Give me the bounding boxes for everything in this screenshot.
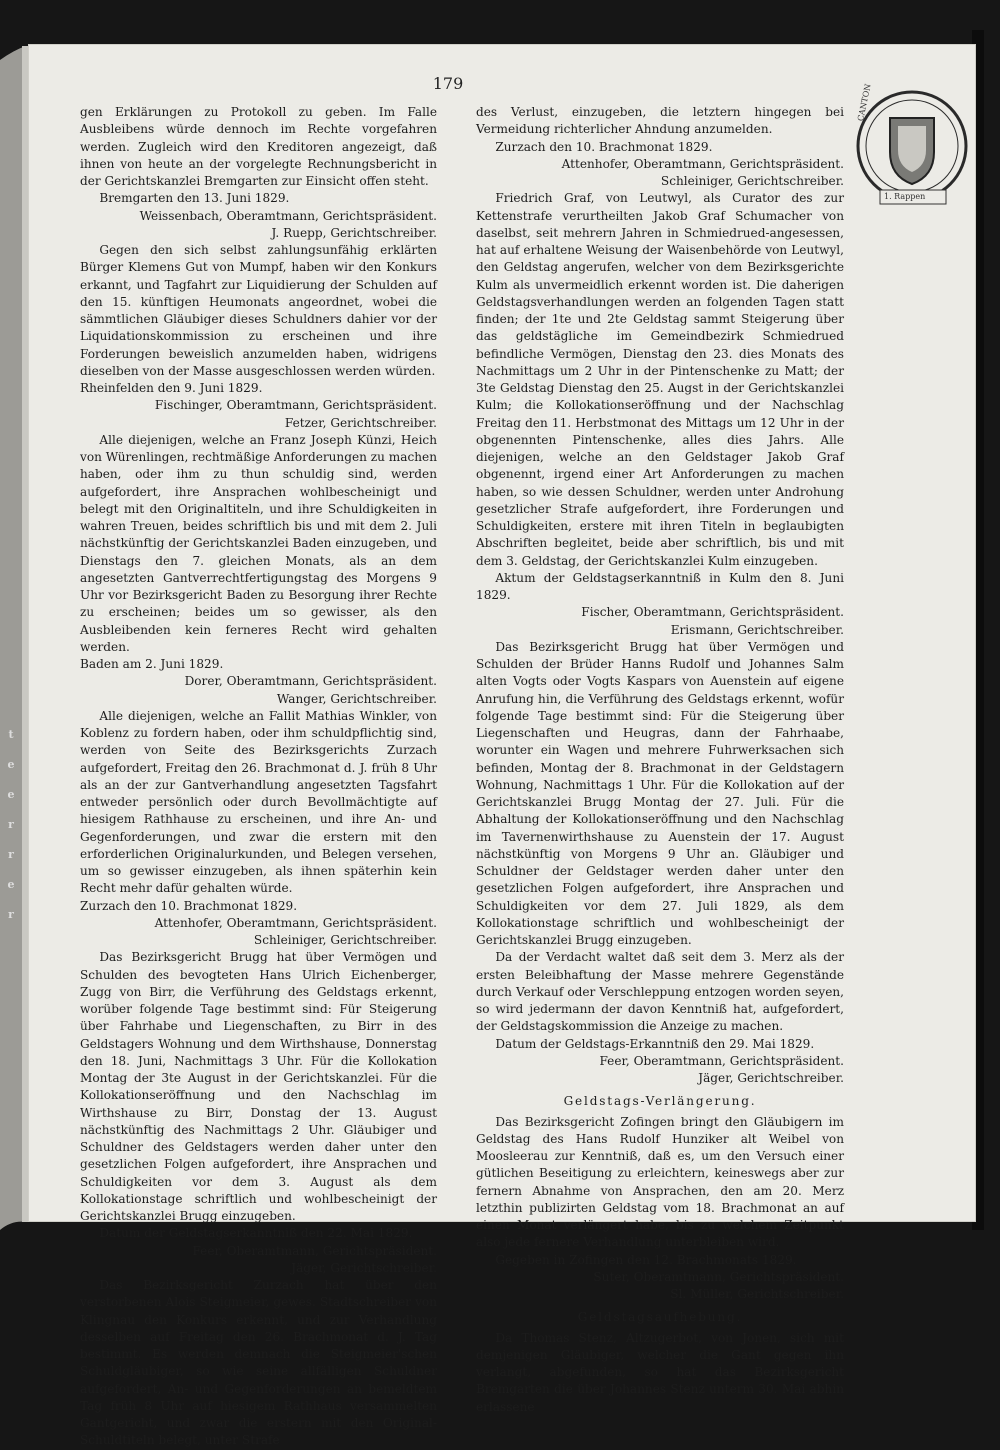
notice-signature: Attenhofer, Oberamtmann, Gerichtspräsident.: [154, 915, 437, 930]
notice-text: des Verlust, einzugeben, die letztern hingegen bei Vermeidung richterlicher Ahndung anzumelden.: [476, 105, 844, 137]
notice-text: Da der Verdacht waltet daß seit dem 3. Merz als der ersten Beleibhaftung der Masse mehrere Gegenstände durch Verkauf oder Verschleppung entzogen worden seyen, so wird jedermann der davon Kenntniß hat, aufgefordert, der Geldstagskommission die Anzeige zu machen.: [476, 950, 844, 1034]
notice-date: Bremgarten den 13. Juni 1829.: [99, 191, 290, 206]
notice-text: Das Bezirksgericht Brugg hat über Vermögen und Schulden der Brüder Hanns Rudolf und Johannes Salm alten Vogts oder Vogts Kaspars von Auenstein auf eigene Anrufung hin, die Verführung des Geldstags erkennt, wofür folgende Tage bestimmt sind: Für die Steigerung über Liegenschaften und Heugras, dann der Fahrhaabe, worunter ein Wagen und mehrere Fuhrwerksachen sich befinden, Montag der 8. Brachmonat in der Geldstagern Wohnung, Nachmittags 1 Uhr. Für die Kollokation auf der Gerichtskanzlei Brugg Montag der 27. Juli. Für die Abhaltung der Kollokationseröffnung und den Nachschlag im Tavernenwirthshause zu Auenstein der 17. August nächstkünftig von Morgens 9 Uhr an. Gläubiger und Schuldner der Geldstager werden daher unter den gesetzlichen Folgen aufgefordert, ihre Ansprachen und Schuldigkeiten vor dem 27. Juli 1829, als dem Kollokationstage schriftlich und wohlbescheinigt der Gerichtskanzlei Brugg einzugeben.: [476, 639, 844, 947]
notice-signature: Schleiniger, Gerichtschreiber.: [253, 933, 437, 947]
adjacent-page-letters: t e e r r e r: [7, 728, 15, 921]
notice-signature: Sl. Müller, Gerichtschreiber.: [670, 1287, 844, 1301]
notice-signature: Fetzer, Gerichtschreiber.: [284, 415, 437, 430]
section-heading: Geldstagsaufhebung.: [577, 1310, 743, 1325]
notice-text: Alle diejenigen, welche an Franz Joseph Künzi, Heich von Würenlingen, rechtmäßige Anforderungen zu machen haben, oder ihm zu thun schuldig sind, werden aufgefordert, ihre Ansprachen wohlbescheinigt und belegt mit den Originaltiteln, und ihre Schuldigkeiten in wahren Treuen, beides schriftlich bis und mit dem 2. Juli nächstkünftig der Gerichtskanzlei Baden einzugeben, und Dienstags den 7. gleichen Monats, als an dem angesetzten Gantverrechtfertigungstag des Morgens 9 Uhr vor Bezirksgericht Baden zu Besorgung ihrer Rechte zu erscheinen; beides um so gewisser, als den Ausbleibenden kein ferneres Recht wird gehalten werden.: [80, 432, 437, 654]
notice-text: Gegen den sich selbst zahlungsunfähig erklärten Bürger Klemens Gut von Mumpf, haben wir den Konkurs erkannt, und Tagfahrt zur Liquidierung der Schulden auf den 15. künftigen Heumonats angeordnet, wobei die sämmtlichen Gläubiger dieses Schuldners dahier vor der Liquidationskommission zu erscheinen und ihre Forderungen beweislich anzumelden haben, widrigens dieselben von der Masse ausgeschlossen werden würden.: [80, 243, 437, 378]
left-column: [80, 104, 437, 1450]
notice-date: Gegeben in Zofingen den 12. Brachmonats 1829.: [495, 1252, 797, 1267]
stamp-ring-text: CANTON: [856, 83, 873, 122]
notice-signature: Jäger, Gerichtschreiber.: [698, 1071, 844, 1085]
notice-signature: Feer, Oberamtmann, Gerichtspräsident.: [599, 1053, 844, 1068]
stamp-value-text: 1. Rappen: [884, 192, 926, 201]
notice-text: Alle diejenigen, welche an Fallit Mathias Winkler, von Koblenz zu fordern haben, oder ihm schuldpflichtig sind, werden von Seite des Bezirksgerichts Zurzach aufgefordert, Freitag den 26. Brachmonat d. J. früh 8 Uhr als an der zur Gantverhandlung angesetzten Tagsfahrt entweder persönlich oder durch Bevollmächtigte auf hiesigem Rathhause zu erscheinen, und ihre An- und Gegenforderungen, und zwar die erstern mit den erforderlichen Originalurkunden, und Belegen versehen, um so gewisser einzugeben, als ihnen späterhin kein Recht mehr dafür gehalten würde.: [80, 708, 437, 896]
notice-text: Friedrich Graf, von Leutwyl, als Curator des zur Kettenstrafe verurtheilten Jakob Graf Schumacher von daselbst, seit mehrern Jahren in Schmiedrued-angesessen, hat auf erhaltene Weisung der Waisenbehörde von Leutwyl, den Geldstag angerufen, welcher von dem Bezirksgerichte Kulm als unvermeidlich erkennt worden ist. Die daherigen Geldstagsverhandlungen werden an folgenden Tagen statt finden; der 1te und 2te Geldstag sammt Steigerung über das geldstägliche im Gemeindbezirk Schmiedrued befindliche Vermögen, Dienstag den 23. dies Monats des Nachmittags um 2 Uhr in der Pintenschenke zu Matt; der 3te Geldstag Dienstag den 25. Augst in der Gerichtskanzlei Kulm; die Kollokationseröffnung und der Nachschlag Freitag den 11. Herbstmonat des Mittags um 12 Uhr in der obgenennten Pintenschenke, alles dies Jahrs. Alle diejenigen, welche an den Geldstager Jakob Graf obgenennt, irgend einer Art Anforderungen zu machen haben, so wie dessen Schuldner, werden unter Androhung gesetzlicher Strafe aufgefordert, ihre Forderungen und Schuldigkeiten, erstere mit ihren Titeln in beglaubigten Abschriften begleitet, beide aber schriftlich, bis und mit dem 3. Geldstag, der Gerichtskanzlei Kulm einzugeben.: [476, 191, 844, 568]
notice-signature: J. Ruepp, Gerichtschreiber.: [271, 225, 437, 240]
notice-signature: Schleiniger, Gerichtschreiber.: [660, 174, 844, 188]
notice-signature: Jäger, Gerichtschreiber.: [291, 1260, 437, 1275]
notice-signature: Wanger, Gerichtschreiber.: [276, 691, 437, 706]
notice-date: Zurzach den 10. Brachmonat 1829.: [80, 898, 298, 913]
notice-date: Datum der Geldstagserkanntniß den 22. Mai 1829.: [99, 1226, 413, 1241]
notice-signature: Suter, Oberamtmann, Gerichtspräsident.: [593, 1269, 844, 1284]
notice-date: Aktum der Geldstagserkanntniß in Kulm den 8. Juni 1829.: [476, 570, 844, 602]
notice-signature: Erismann, Gerichtschreiber.: [670, 622, 844, 637]
notice-date: Datum der Geldstags-Erkanntniß den 29. Mai 1829.: [495, 1036, 815, 1051]
notice-text: Das Bezirksgericht Zofingen bringt den Gläubigern im Geldstag des Hans Rudolf Hunziker alt Weibel von Moosleerau zur Kenntniß, daß es, um den Versuch einer gütlichen Beseitigung zu erleichtern, keineswegs aber zur fernern Abnahme von Ansprachen, den am 20. Merz letzthin publizirten Geldstag vom 18. Brachmonat an auf einen Monat verlängert habe, bis zu welchem Zeitpunkt also jede fernere Verhandlung unterbleiben wird.: [476, 1114, 844, 1250]
page-number: 179: [432, 74, 464, 93]
notice-text: gen Erklärungen zu Protokoll zu geben. Im Falle Ausbleibens würde dennoch im Rechte vorgefahren werden. Zugleich wird den Kreditoren angezeigt, daß ihnen von heute an der vorgelegte Rechnungsbericht in der Gerichtskanzlei Bremgarten zur Einsicht offen steht.: [80, 105, 437, 188]
notice-signature: Fischer, Oberamtmann, Gerichtspräsident.: [581, 605, 844, 620]
section-heading: Geldstags-Verlängerung.: [563, 1094, 757, 1109]
notice-date: Rheinfelden den 9. Juni 1829.: [80, 381, 263, 395]
notice-signature: Feer, Oberamtmann, Gerichtspräsident.: [192, 1243, 437, 1258]
notice-signature: Weissenbach, Oberamtmann, Gerichtspräsident.: [139, 208, 437, 223]
notice-date: Baden am 2. Juni 1829.: [80, 657, 224, 671]
notice-date: Zurzach den 10. Brachmonat 1829.: [495, 139, 713, 154]
notice-signature: Fischinger, Oberamtmann, Gerichtspräsident.: [154, 398, 437, 413]
notice-text: Das Bezirksgericht Zurzach hat über den verstorbenen Alois Steigmeier, gewes. Stadtschreiber von Klingnau den Konkurs erkennt, und zur Verhandlung desselben auf Freitag den 26. Brachmonat d. J. Tag bestimmt. Es werden demnach die Steigmeier'schen Schuldgläubiger, so wie seine allfälligen Schuldner aufgefordert, An- und Gegenforderungen an bemeldtem Tag früh 8 Uhr auf hiesigem Rathhaus versammelten Gantgericht, und zwar die erstern mit den Original-Schuldtiteln belegt, unter Strafe: [80, 1278, 437, 1448]
notice-signature: Dorer, Oberamtmann, Gerichtspräsident.: [184, 674, 437, 689]
right-column: [476, 104, 844, 1416]
notice-signature: Attenhofer, Oberamtmann, Gerichtspräsident.: [561, 156, 844, 171]
notice-text: Das Bezirksgericht Brugg hat über Vermögen und Schulden des bevogteten Hans Ulrich Eichenberger, Zugg von Birr, die Verführung des Geldstags erkennt, worüber folgende Tage bestimmt sind: Für Steigerung über Fahrhabe und Liegenschaften, zu Birr in des Geldstagers Wohnung und dem Wirthshause, Donnerstag den 18. Juni, Nachmittags 3 Uhr. Für die Kollokation Montag der 3te August in der Gerichtskanzlei. Für die Kollokationseröffnung und den Nachschlag im Wirthshause zu Birr, Donstag der 13. August nächstkünftig des Nachmittags 2 Uhr. Gläubiger und Schuldner des Geldstagers werden daher unter den gesetzlichen Folgen aufgefordert, ihre Ansprachen und Schuldigkeiten vor dem 3. August als dem Kollokationstage schriftlich und wohlbescheinigt der Gerichtskanzlei Brugg einzugeben.: [80, 950, 437, 1223]
notice-text: Da Thomas Stenz, Altzugerbot, von Jonen, sich mit demjenigen Gläubiger, welcher die Gant gegen ihn verlangt, abgefunden, so hat das Bezirksgericht Bremgarten die über Johannes Stenz unterm 30. Mai abhin erlassene: [476, 1330, 844, 1414]
